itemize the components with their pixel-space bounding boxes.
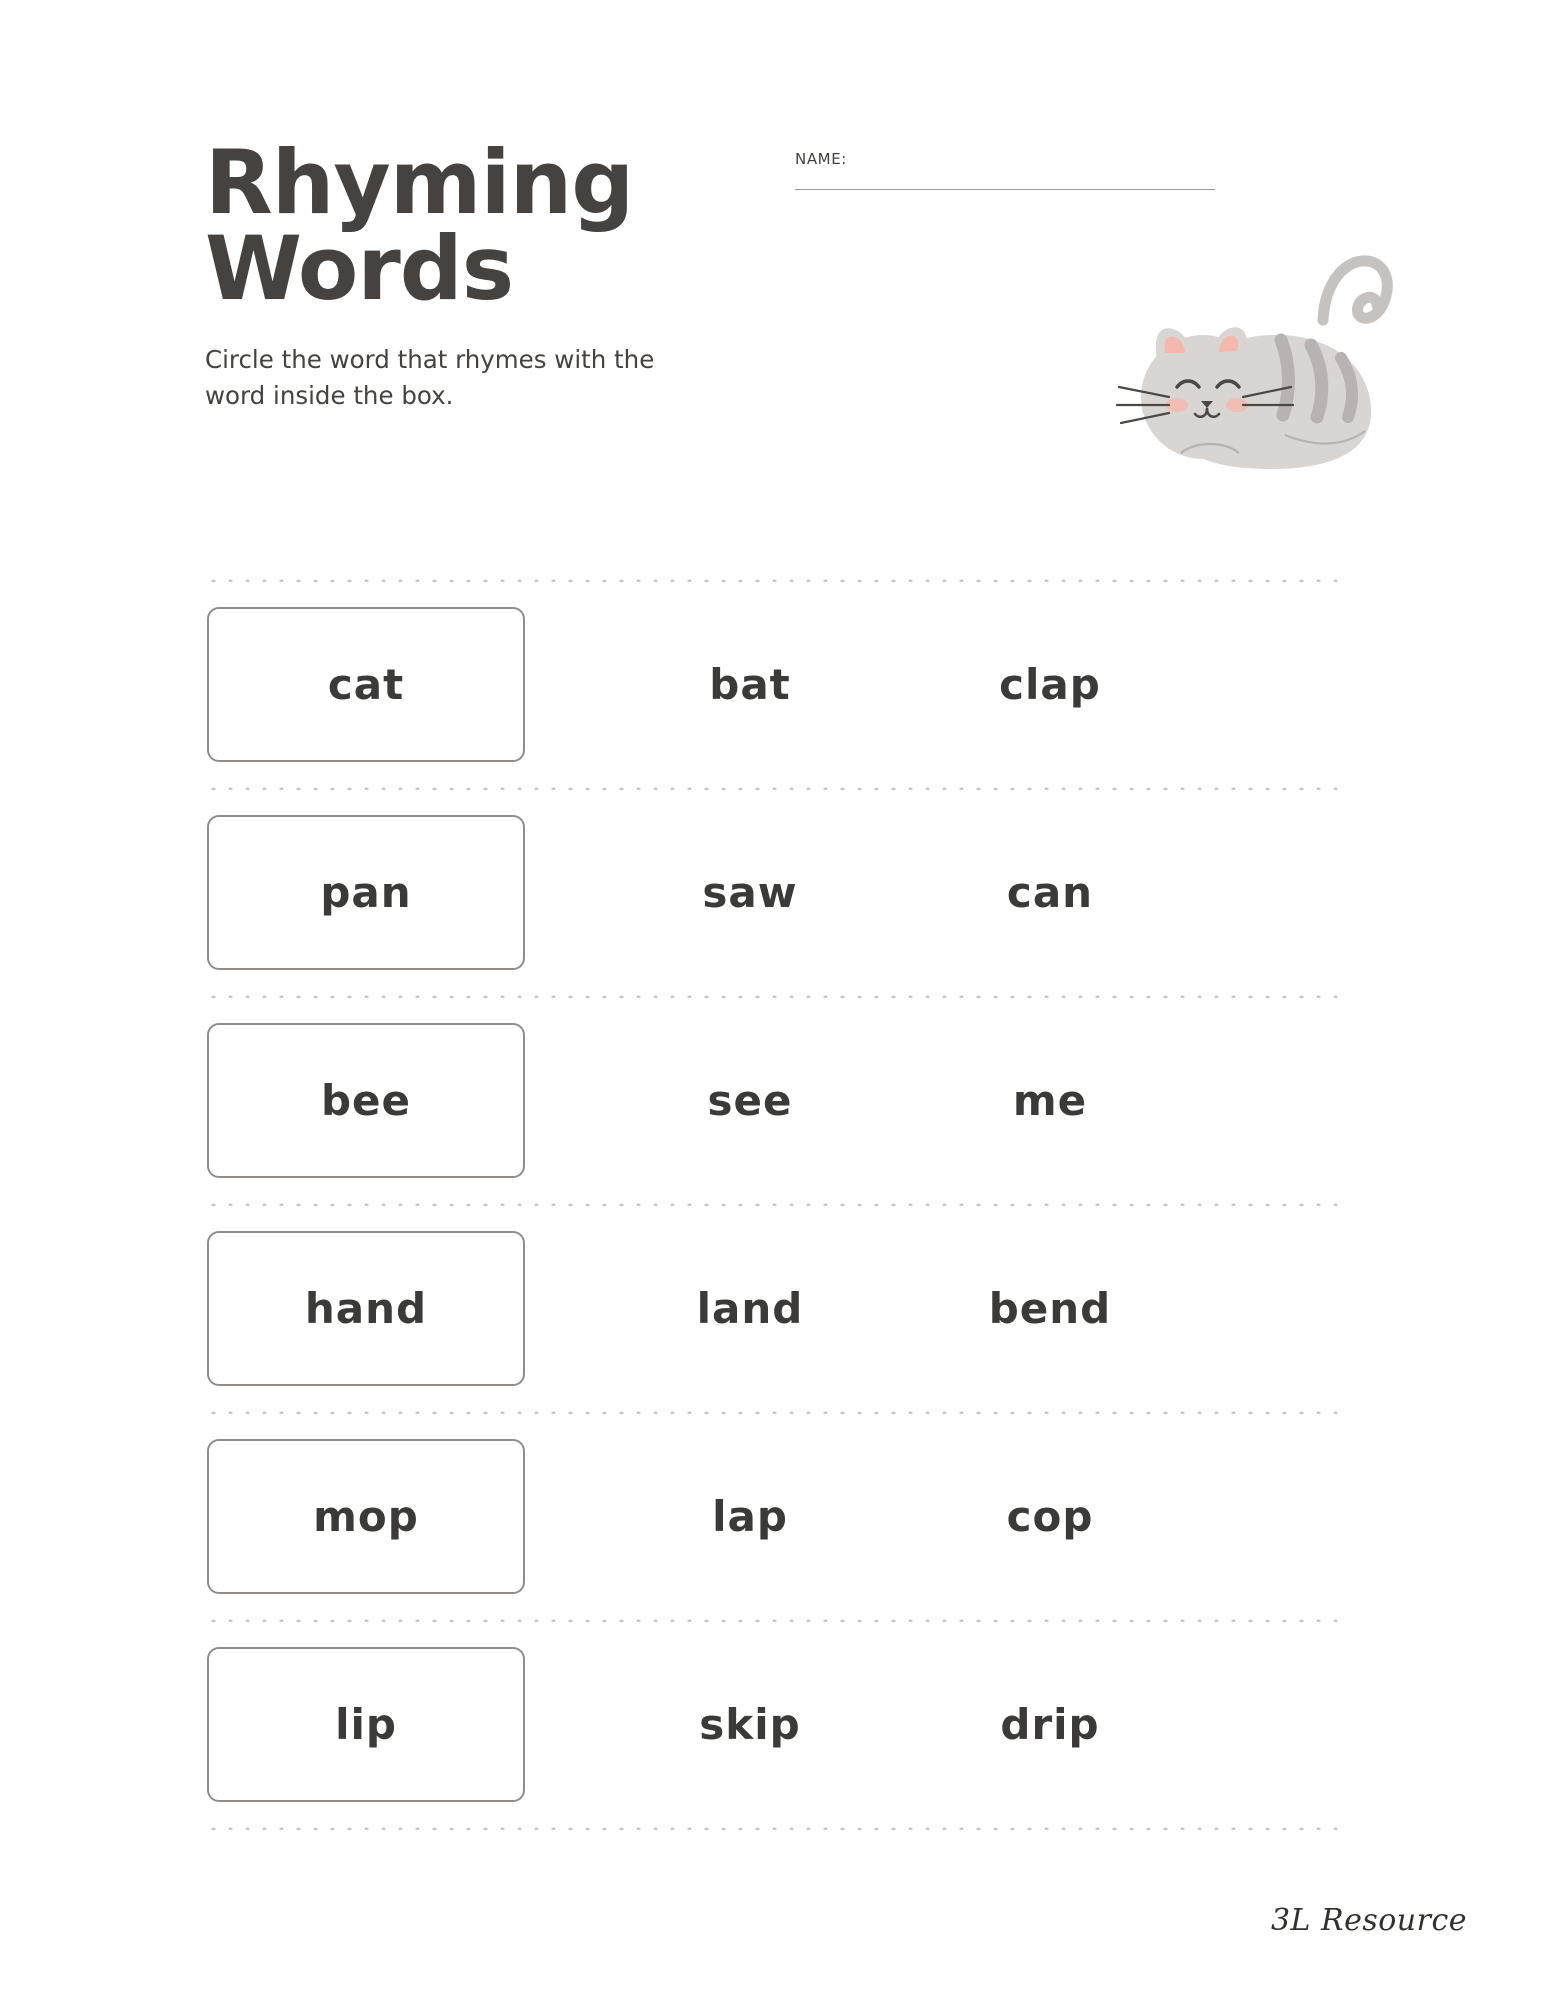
choice-option-a[interactable]: see (707, 1075, 793, 1125)
choice-option-b[interactable]: drip (1000, 1699, 1100, 1749)
page-title-line2: Words (205, 217, 514, 321)
worksheet-header (205, 131, 1345, 560)
name-field-block (795, 150, 1215, 190)
table-row (205, 1414, 1340, 1618)
table-row (205, 1622, 1340, 1826)
question-rows (205, 578, 1340, 1830)
prompt-word: lip (335, 1699, 397, 1749)
name-input-line[interactable] (795, 188, 1215, 190)
prompt-box (207, 1647, 525, 1802)
prompt-word: cat (327, 659, 405, 709)
choice-option-b[interactable]: clap (999, 659, 1101, 709)
prompt-box (207, 1439, 525, 1594)
prompt-box (207, 607, 525, 762)
prompt-word: mop (313, 1491, 419, 1541)
instructions-text: Circle the word that rhymes with the word inside the box. (205, 345, 655, 410)
choice-option-a[interactable]: saw (702, 867, 798, 917)
row-divider (205, 1826, 1340, 1830)
prompt-word: bee (320, 1075, 412, 1125)
footer-brand: 3L Resource (1270, 1903, 1467, 1938)
choice-option-b[interactable]: me (1012, 1075, 1088, 1125)
table-row (205, 582, 1340, 786)
choice-option-b[interactable]: cop (1006, 1491, 1094, 1541)
table-row (205, 790, 1340, 994)
choice-option-a[interactable]: land (696, 1283, 804, 1333)
choice-option-b[interactable]: can (1006, 867, 1094, 917)
name-label: NAME: (795, 150, 847, 168)
prompt-box (207, 1231, 525, 1386)
page-title-line1: Rhyming (205, 131, 634, 234)
prompt-box (207, 815, 525, 970)
prompt-word: pan (320, 867, 412, 917)
page-title (205, 131, 765, 321)
table-row (205, 998, 1340, 1202)
prompt-box (207, 1023, 525, 1178)
prompt-word: hand (304, 1283, 428, 1333)
choice-option-a[interactable]: lap (712, 1491, 788, 1541)
choice-option-a[interactable]: skip (699, 1699, 801, 1749)
cat-illustration (1085, 225, 1425, 515)
choice-option-a[interactable]: bat (709, 659, 791, 709)
choice-option-b[interactable]: bend (988, 1283, 1112, 1333)
table-row (205, 1206, 1340, 1410)
